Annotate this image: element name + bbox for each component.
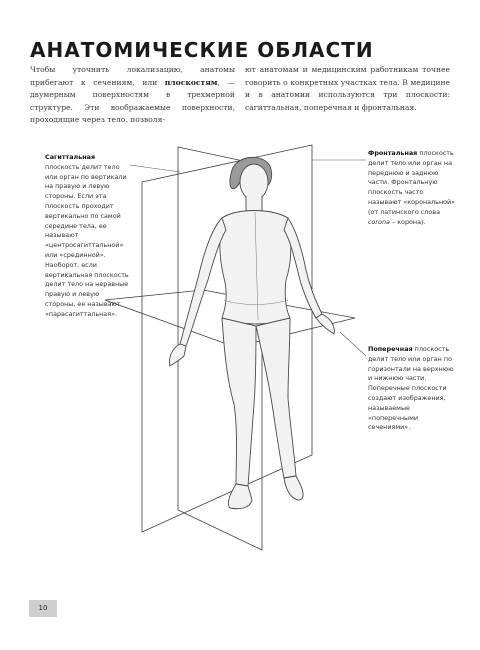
intro-text-left: Чтобы уточнить локализацию, анатомы прибегают к сечениям, или плоскостям, — двумерным поверхностям в трехмерной структуре. Эти воображаемые поверхности, проходящие через тело, позволя- (30, 65, 235, 125)
sagittal-plane-note: Сагиттальная плоскость делит тело или орган по вертикали на правую и левую стороны. Если эта плоскость проходит вертикально по самой середине тела, ее называют «центросагиттальной» или «срединной». Наоборот, если вертикальная плоскость делит тело на неравные правую и левую стороны, ее называют «парасагиттальная». (45, 153, 129, 318)
transverse-leader-line (340, 332, 366, 356)
frontal-term: Фронтальная (368, 149, 418, 157)
sagittal-term: Сагиттальная (45, 153, 96, 161)
transverse-plane-note: Поперечная плоскость делит тело или орган по горизонтали на верхнюю и нижнюю части. Поперечные плоскости создают изображения, называемые «поперечными сечениями». (368, 345, 454, 432)
intro-text-right: ют анатомам и медицинским работникам точнее говорить о конкретных участках тела. В медицине и в анатомии используются три плоскости: сагиттальная, поперечная и фронтальная. (245, 65, 450, 112)
frontal-plane-note: Фронтальная плоскость делит тело или орган на переднюю и заднюю части. Фронтальную плоскость часто называют «корональной» (от латинского слова corona – корона). (368, 149, 456, 226)
intro-bold-term: плоскостям (164, 77, 218, 87)
page-title: АНАТОМИЧЕСКИЕ ОБЛАСТИ (30, 38, 374, 62)
page-number: 10 (29, 600, 57, 617)
transverse-term: Поперечная (368, 345, 413, 353)
sagittal-leader-line (130, 165, 180, 172)
